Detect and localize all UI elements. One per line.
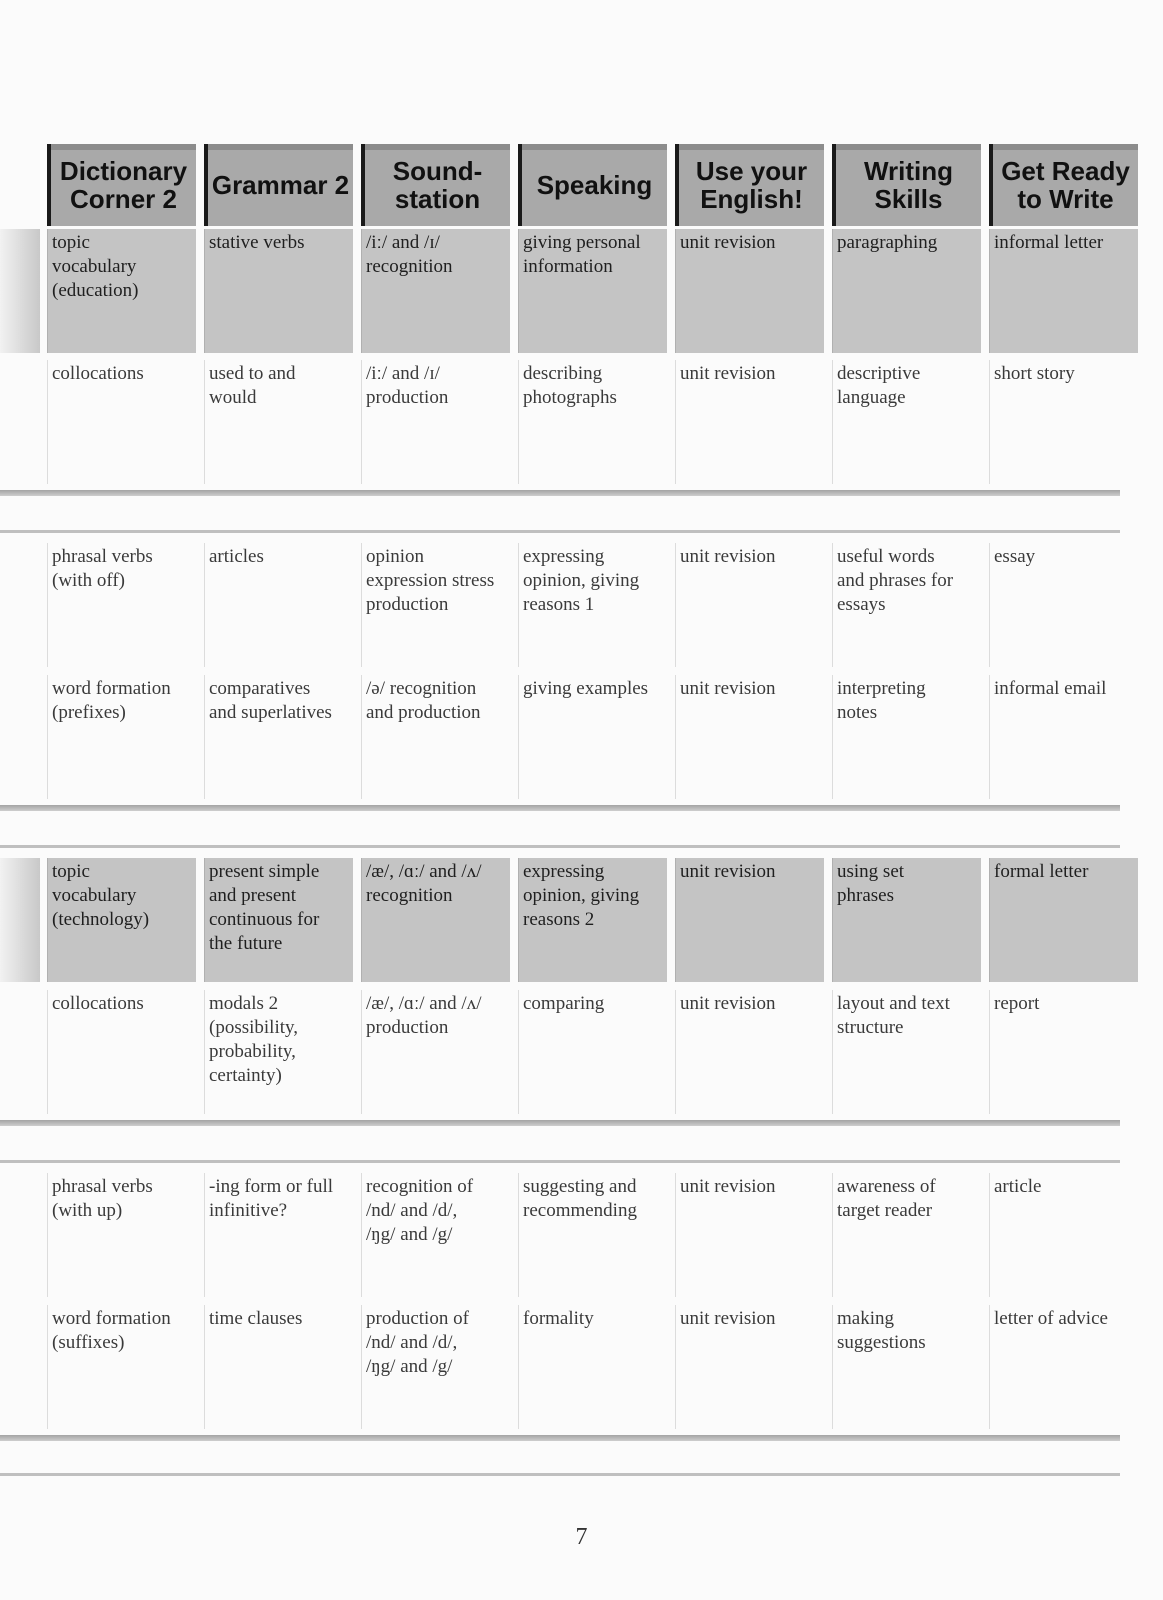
section-divider xyxy=(0,1435,1120,1441)
table-cell: /æ/, /ɑː/ and /ʌ/ production xyxy=(361,990,510,1114)
side-tab xyxy=(0,229,40,353)
table-cell: layout and text structure xyxy=(832,990,981,1114)
table-row xyxy=(47,675,1138,799)
table-cell: -ing form or full infinitive? xyxy=(204,1173,353,1297)
table-cell: recognition of /nd/ and /d/, /ŋg/ and /g/ xyxy=(361,1173,510,1297)
table-cell: topic vocabulary (technology) xyxy=(47,858,196,982)
table-cell: unit revision xyxy=(675,229,824,353)
table-cell: word formation (prefixes) xyxy=(47,675,196,799)
table-cell: present simple and present continuous for the future xyxy=(204,858,353,982)
page-number: 7 xyxy=(575,1524,588,1550)
table-cell: giving examples xyxy=(518,675,667,799)
table-row xyxy=(47,1173,1138,1297)
table-cell: stative verbs xyxy=(204,229,353,353)
header-speaking: Speaking xyxy=(518,144,667,226)
section-divider xyxy=(0,845,1120,848)
header-writing-skills: Writing Skills xyxy=(832,144,981,226)
table-cell: time clauses xyxy=(204,1305,353,1429)
table-cell: comparing xyxy=(518,990,667,1114)
table-cell: report xyxy=(989,990,1138,1114)
section-divider xyxy=(0,530,1120,533)
table-cell: phrasal verbs (with off) xyxy=(47,543,196,667)
header-grammar: Grammar 2 xyxy=(204,144,353,226)
table-cell: unit revision xyxy=(675,858,824,982)
table-cell: using set phrases xyxy=(832,858,981,982)
table-cell: paragraphing xyxy=(832,229,981,353)
table-cell: formal letter xyxy=(989,858,1138,982)
table-cell: phrasal verbs (with up) xyxy=(47,1173,196,1297)
table-cell: useful words and phrases for essays xyxy=(832,543,981,667)
table-row xyxy=(47,229,1138,353)
section-divider xyxy=(0,805,1120,811)
section-divider xyxy=(0,1160,1120,1163)
table-cell: used to and would xyxy=(204,360,353,484)
section-divider xyxy=(0,1473,1120,1476)
table-cell: /æ/, /ɑː/ and /ʌ/ recognition xyxy=(361,858,510,982)
table-cell: expressing opinion, giving reasons 2 xyxy=(518,858,667,982)
table-cell: articles xyxy=(204,543,353,667)
table-cell: /iː/ and /ɪ/ recognition xyxy=(361,229,510,353)
table-cell: topic vocabulary (education) xyxy=(47,229,196,353)
table-cell: short story xyxy=(989,360,1138,484)
table-cell: describing photographs xyxy=(518,360,667,484)
column-header-row xyxy=(47,144,1138,226)
table-cell: expressing opinion, giving reasons 1 xyxy=(518,543,667,667)
table-row xyxy=(47,360,1138,484)
table-cell: /ə/ recognition and production xyxy=(361,675,510,799)
table-cell: collocations xyxy=(47,360,196,484)
table-cell: unit revision xyxy=(675,1305,824,1429)
table-cell: opinion expression stress production xyxy=(361,543,510,667)
table-cell: production of /nd/ and /d/, /ŋg/ and /g/ xyxy=(361,1305,510,1429)
table-cell: informal letter xyxy=(989,229,1138,353)
table-cell: collocations xyxy=(47,990,196,1114)
section-divider xyxy=(0,490,1120,496)
section-divider xyxy=(0,1120,1120,1126)
table-cell: unit revision xyxy=(675,543,824,667)
table-cell: informal email xyxy=(989,675,1138,799)
table-cell: article xyxy=(989,1173,1138,1297)
table-row xyxy=(47,990,1138,1114)
table-cell: /iː/ and /ɪ/ production xyxy=(361,360,510,484)
table-cell: making suggestions xyxy=(832,1305,981,1429)
table-row xyxy=(47,1305,1138,1429)
table-cell: modals 2 (possibility, probability, certainty) xyxy=(204,990,353,1114)
table-cell: letter of advice xyxy=(989,1305,1138,1429)
header-soundstation: Sound- station xyxy=(361,144,510,226)
table-cell: interpreting notes xyxy=(832,675,981,799)
table-cell: descriptive language xyxy=(832,360,981,484)
table-cell: unit revision xyxy=(675,360,824,484)
table-cell: suggesting and recommending xyxy=(518,1173,667,1297)
table-cell: unit revision xyxy=(675,675,824,799)
table-row xyxy=(47,543,1138,667)
table-cell: comparatives and superlatives xyxy=(204,675,353,799)
table-cell: essay xyxy=(989,543,1138,667)
header-dictionary-corner: Dictionary Corner 2 xyxy=(47,144,196,226)
table-cell: giving personal information xyxy=(518,229,667,353)
table-row xyxy=(47,858,1138,982)
side-tab xyxy=(0,858,40,982)
table-cell: awareness of target reader xyxy=(832,1173,981,1297)
header-use-your-english: Use your English! xyxy=(675,144,824,226)
table-cell: unit revision xyxy=(675,990,824,1114)
table-cell: word formation (suffixes) xyxy=(47,1305,196,1429)
table-cell: unit revision xyxy=(675,1173,824,1297)
header-get-ready-to-write: Get Ready to Write xyxy=(989,144,1138,226)
table-cell: formality xyxy=(518,1305,667,1429)
